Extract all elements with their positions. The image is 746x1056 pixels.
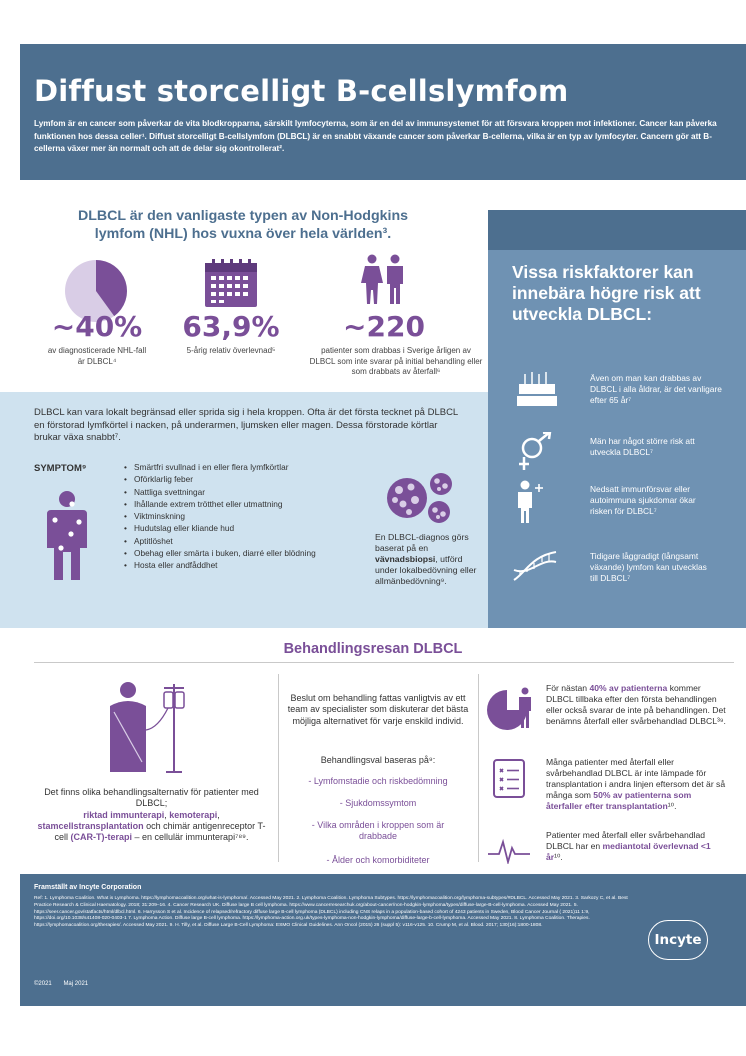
treatment-title: Behandlingsresan DLBCL — [283, 641, 463, 657]
relapse-text — [546, 683, 726, 727]
footer-date: ©2021 Maj 2021 — [34, 981, 89, 987]
risk-prior-lymphoma-text: Tidigare låggradigt (långsamt växande) lymfom kan utvecklas till DLBCL⁷ — [590, 551, 707, 583]
stat-caption-sweden: patienter som drabbas i Sverige årligen av DLBCL som inte svarar på initial behandling eller som drabbats av återfall⁶ — [309, 346, 483, 376]
option-stem-cell: stamcellstransplantation — [37, 820, 144, 831]
list-item: • Aptitlöshet — [124, 536, 354, 547]
basis-text: Behandlingsval baseras på⁹: — [320, 755, 436, 765]
survival-pre: Patienter med återfall eller svårbehandlad DLBCL har en — [546, 830, 706, 851]
footer-producer: Framställt av Incyte Corporation — [34, 884, 142, 891]
people-icon — [361, 254, 407, 306]
list-item: • Obehag eller smärta i buken, diarré eller blödning — [124, 548, 354, 559]
list-item: • Hosta eller andfåddhet — [124, 560, 354, 571]
treatment-and: och chimär antigenreceptor T-cell — [54, 820, 266, 843]
relapse-pre: För nästan — [546, 683, 590, 693]
column-divider — [478, 674, 479, 862]
factor-item: - Ålder och komorbiditeter — [326, 855, 430, 865]
risk-age-text: Även om man kan drabbas av DLBCL i alla åldrar, är det vanligare efter 65 år⁷ — [590, 373, 722, 405]
stat-value-survival: 63,9% — [182, 310, 280, 343]
body-figure-icon — [44, 490, 90, 582]
survival-post: ¹⁰. — [554, 851, 563, 862]
diagnosis-biopsy: vävnadsbiopsi — [375, 554, 436, 564]
relapse-bold: 40% av patienterna — [589, 683, 668, 693]
option-chemotherapy: kemoterapi — [169, 809, 218, 820]
treatment-options-text — [34, 787, 269, 843]
risk-panel-top — [488, 210, 746, 250]
factor-item: - Sjukdomssymtom — [339, 798, 417, 808]
heartbeat-icon — [487, 838, 531, 864]
symptom-list — [124, 462, 354, 573]
relapse-post: kommer DLBCL tillbaka efter den första behandlingen eller också svarar de inte på behandlingen. Det benämns återfall eller svårbehandlad DLBCL³⁹. — [546, 683, 726, 726]
footer-references: Ref: 1. Lymphoma Coalition. What is Lymphoma. https://lymphomacoalition.org/what-is-lymphoma/. Accessed May 2021. 2. Lymphoma Coalition. Lymphoma Subtypes. https://lymphomacoalition.org/lymphoma-subtypes/#DLBCL. Accessed May 2021. 3. Sarkozy C, et al. Best Practice Research & Clinical Haematology. 2018; 31:209–16. 4. Cancer Research UK. Diffuse large B cell lymphoma. https://www.cancerresearchuk.org/about-cancer/non-hodgkin-lymphoma/types/diffuse-large-B-cell-lymphoma. Accessed May 2021. 5. https://seer.cancer.gov/statfacts/html/dlbcl.html. 6. Harrysson S et al. Incidence of relapsed/refractory diffuse large B-cell lymphoma (DLBCL) including CNS relaps in a population-based cohort of 4243 patients in Sweden, Blood Cancer Journal ( 2021)11 1:9, https://doi.org/10.1038/s41408-020-0403-1 7. Lymphoma Action. Diffuse large B-cell lymphoma. https://lymphoma-action.org.uk/types-lymphoma-non-hodgkin-lymphoma/diffuse-large-b-cell-lymphoma. Accessed May 2021. 8. Lymphoma Coalition. Therapies. https://lymphomacoalition.org/therapies/. Accessed May 2021. 9. H. Tilly, et al. Diffuse Large B-Cell Lymphoma: ESMO Clinical Guidelines. Ann Oncol (2015) 26 (suppl 5): v116-v125. 10. Crump M, et al. Blood. 2017; 130(16):1800-1808. — [34, 896, 628, 929]
stat-value-sweden: ~220 — [343, 310, 425, 343]
column-divider — [278, 674, 279, 862]
stat-caption-survival: 5-årig relativ överlevnad⁵ — [186, 346, 276, 355]
symptom-title: SYMPTOM⁹ — [34, 463, 87, 474]
separator: , — [217, 809, 220, 820]
footer — [20, 874, 746, 1006]
survival-text — [546, 830, 724, 863]
stat-caption-nhl: av diagnosticerade NHL-fall är DLBCL⁴ — [47, 346, 147, 366]
checklist-icon — [492, 757, 526, 799]
list-item: • Oförklarlig feber — [124, 474, 354, 485]
list-item: • Smärtfri svullnad i en eller flera lymfkörtlar — [124, 462, 354, 473]
stat-value-nhl: ~40% — [51, 310, 143, 343]
diagnosis-suffix: , utförd under lokalbedövning eller allmänbedövning⁹. — [375, 554, 477, 586]
factor-item: - Vilka områden i kroppen som är drabbade — [311, 820, 445, 842]
risk-heading: Vissa riskfaktorer kan innebära högre risk att utveckla DLBCL: — [512, 262, 701, 324]
calendar-icon — [204, 258, 258, 308]
list-item: • Nattliga svettningar — [124, 487, 354, 498]
diagnosis-text — [375, 532, 480, 587]
patient-iv-icon — [104, 680, 190, 776]
option-immunotherapy: riktad immunterapi — [83, 809, 165, 820]
list-item: • Ihållande extrem trötthet eller utmattning — [124, 499, 354, 510]
risk-gender-text: Män har något större risk att utveckla DLBCL⁷ — [590, 436, 695, 457]
decision-text: Beslut om behandling fattas vanligtvis av ett team av specialister som diskuterar det bästa möjliga alternativet för varje enskild individ. — [287, 693, 469, 726]
transplant-text — [546, 757, 728, 812]
gender-icon — [512, 432, 558, 472]
diagnosis-prefix: En DLBCL-diagnos görs baserat på en — [375, 532, 469, 553]
stats-heading: DLBCL är den vanligaste typen av Non-Hodgkins lymfom (NHL) hos vuxna över hela världen³. — [77, 208, 409, 242]
cells-icon — [385, 470, 465, 526]
option-car-t: (CAR-T)-terapi — [70, 832, 133, 843]
page-title: Diffust storcelligt B-cellslymfom — [34, 74, 569, 108]
survival-bold: mediantotal överlevnad <1 år — [546, 840, 711, 862]
header-banner — [20, 44, 746, 180]
birthday-cake-icon — [515, 370, 559, 408]
transplant-pre: Många patienter med återfall eller svårbehandlad DLBCL är inte lämpade för transplantation i andra linjen eftersom det är så många som — [546, 757, 726, 800]
transplant-post: ¹⁰. — [667, 800, 677, 811]
transplant-bold: 50% av patienterna som återfaller efter transplantation — [546, 789, 692, 811]
intro-text: Lymfom är en cancer som påverkar de vita blodkropparna, särskilt lymfocyterna, som är en del av immunsystemet för att försvara kroppen mot infektioner. Cancer kan påverka funktionen hos dessa celler¹. Diffust storcelligt B-cellslymfom (DLBCL) är en snabbt växande cancer som påverkar B-cellerna, vilka är en typ av lymfocyter. Cancern gör att B-cellerna växer mer än normalt och att de delar sig okontrollerat². — [34, 119, 717, 153]
incyte-logo: Incyte — [648, 920, 708, 960]
treatment-divider — [34, 662, 734, 663]
treatment-suffix: – en cellulär immunterapi⁷⁸⁹. — [132, 832, 249, 843]
spread-text: DLBCL kan vara lokalt begränsad eller sprida sig i hela kroppen. Ofta är det första tecknet på DLBCL en förstorad lymfkörtel i nacken, på underarmen, ljumsken eller magen. Dessa förstorade körtlar brukar växa snabbt⁷. — [34, 407, 458, 443]
separator: , — [164, 809, 170, 820]
pie-person-icon — [487, 686, 537, 734]
list-item: • Hudutslag eller kliande hud — [124, 523, 354, 534]
risk-immune-text: Nedsatt immunförsvar eller autoimmuna sjukdomar ökar risken för DLBCL⁷ — [590, 484, 696, 516]
factor-item: - Lymfomstadie och riskbedömning — [308, 776, 448, 786]
dna-icon — [512, 548, 558, 584]
list-item: • Viktminskning — [124, 511, 354, 522]
person-plus-icon — [515, 480, 545, 524]
treatment-intro: Det finns olika behandlingsalternativ för patienter med DLBCL; — [44, 787, 259, 809]
